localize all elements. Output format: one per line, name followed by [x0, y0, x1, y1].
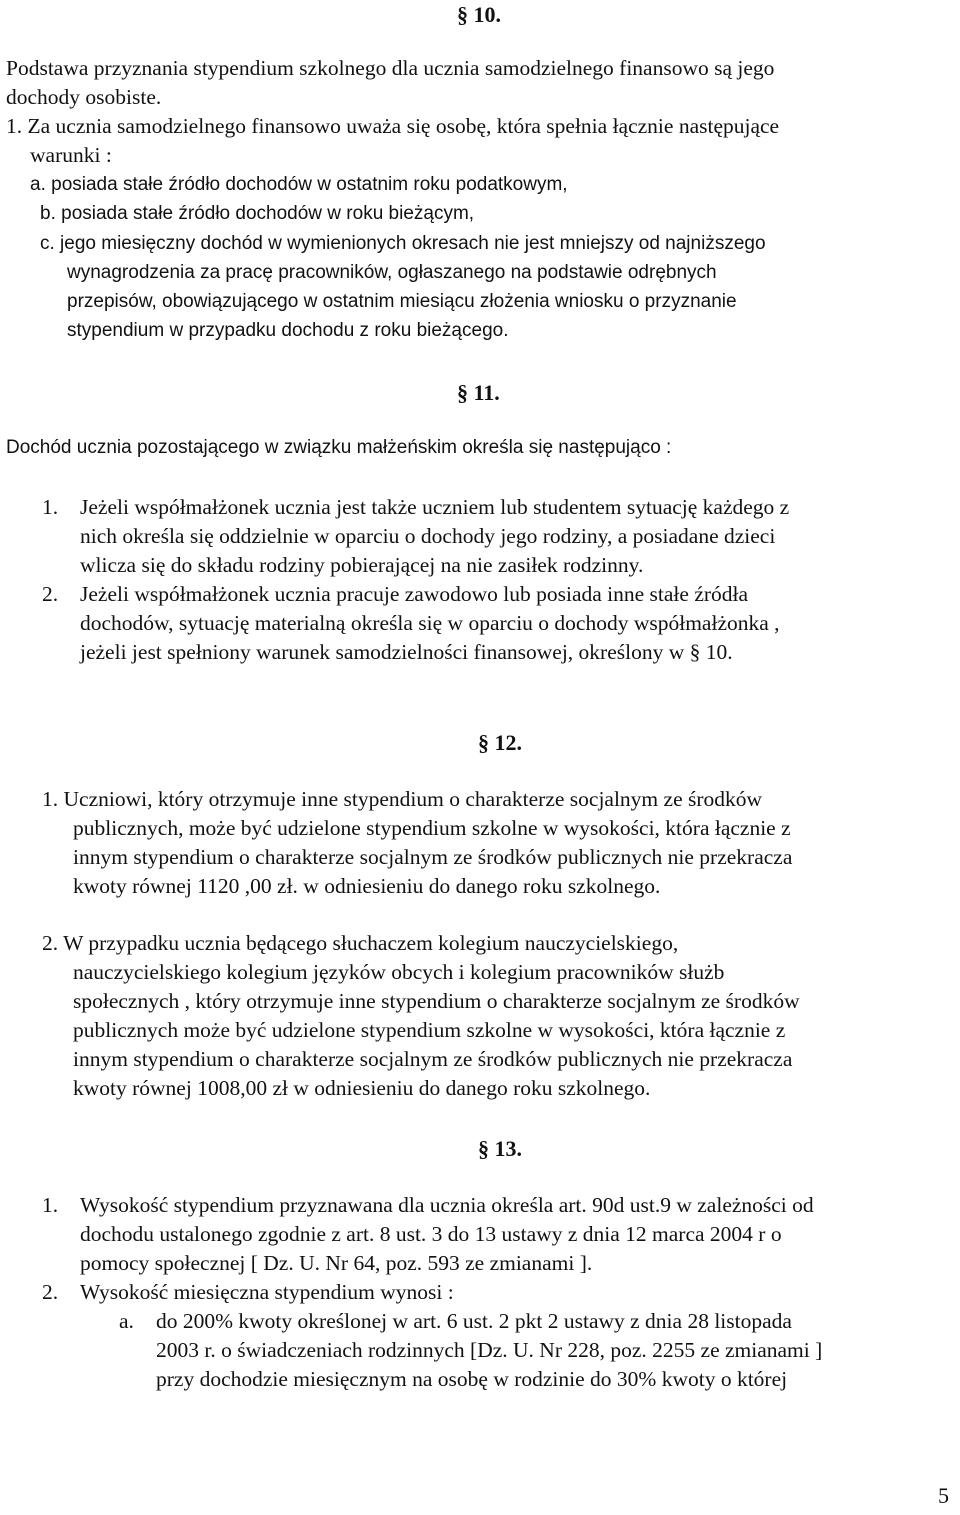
- s12-item-1-line-3: innym stypendium o charakterze socjalnym ze środków publicznych nie przekracza: [73, 845, 793, 869]
- s12-item-2-line-6: kwoty równej 1008,00 zł w odniesieniu do danego roku szkolnego.: [73, 1076, 651, 1100]
- s13-item-1-line-1: Wysokość stypendium przyznawana dla ucznia określa art. 90d ust.9 w zależności od: [80, 1193, 814, 1217]
- s13-item-2a-line-1: do 200% kwoty określonej w art. 6 ust. 2 pkt 2 ustawy z dnia 28 listopada: [156, 1309, 792, 1333]
- s13-item-2a-line-3: przy dochodzie miesięcznym na osobę w rodzinie do 30% kwoty o której: [156, 1367, 788, 1391]
- s12-item-1-line-1: 1. Uczniowi, który otrzymuje inne stypendium o charakterze socjalnym ze środków: [42, 787, 763, 811]
- s10-item-b: b. posiada stałe źródło dochodów w roku bieżącym,: [40, 203, 475, 224]
- section-13-heading: § 13.: [478, 1136, 522, 1161]
- s12-item-2-line-3: społecznych , który otrzymuje inne stypendium o charakterze socjalnym ze środków: [73, 989, 800, 1013]
- s11-item-2-line-2: dochodów, sytuację materialną określa się w oparciu o dochody współmałżonka ,: [80, 611, 780, 635]
- s13-item-2-line: Wysokość miesięczna stypendium wynosi :: [80, 1280, 454, 1304]
- s11-item-2-line-3: jeżeli jest spełniony warunek samodzielności finansowej, określony w § 10.: [80, 640, 733, 664]
- s13-item-1-line-2: dochodu ustalonego zgodnie z art. 8 ust. 3 do 13 ustawy z dnia 12 marca 2004 r o: [80, 1222, 782, 1246]
- s12-item-2-line-2: nauczycielskiego kolegium języków obcych i kolegium pracowników służb: [73, 960, 725, 984]
- section-12-heading: § 12.: [478, 730, 522, 755]
- s10-item-c-line-1: c. jego miesięczny dochód w wymienionych okresach nie jest mniejszy od najniższego: [40, 233, 766, 254]
- s12-item-1-line-2: publicznych, może być udzielone stypendium szkolne w wysokości, która łącznie z: [73, 816, 791, 840]
- s10-point-1-line-1: 1. Za ucznia samodzielnego finansowo uważa się osobę, która spełnia łącznie następujące: [6, 114, 780, 138]
- s13-item-2a-letter: a.: [119, 1309, 134, 1333]
- s12-item-2-line-4: publicznych może być udzielone stypendium szkolne w wysokości, która łącznie z: [73, 1018, 786, 1042]
- s10-point-1-line-2: warunki :: [30, 143, 112, 167]
- s11-item-2-number: 2.: [42, 582, 59, 606]
- s11-item-2-line-1: Jeżeli współmałżonek ucznia pracuje zawodowo lub posiada inne stałe źródła: [80, 582, 749, 606]
- s13-item-2-number: 2.: [42, 1280, 59, 1304]
- s10-item-c-line-4: stypendium w przypadku dochodu z roku bieżącego.: [67, 320, 509, 341]
- s10-intro-line-1: Podstawa przyznania stypendium szkolnego dla ucznia samodzielnego finansowo są jego: [6, 56, 775, 80]
- section-10-heading: § 10.: [457, 2, 501, 27]
- s13-item-2a-line-2: 2003 r. o świadczeniach rodzinnych [Dz. U. Nr 228, poz. 2255 ze zmianami ]: [156, 1338, 823, 1362]
- s11-item-1-number: 1.: [42, 495, 59, 519]
- s10-item-c-line-3: przepisów, obowiązującego w ostatnim miesiącu złożenia wniosku o przyznanie: [67, 291, 737, 312]
- s11-item-1-line-2: nich określa się oddzielnie w oparciu o dochody jego rodziny, a posiadane dzieci: [80, 524, 776, 548]
- s11-item-1-line-1: Jeżeli współmałżonek ucznia jest także uczniem lub studentem sytuację każdego z: [80, 495, 790, 519]
- s12-item-1-line-4: kwoty równej 1120 ,00 zł. w odniesieniu do danego roku szkolnego.: [73, 874, 661, 898]
- section-11-heading: § 11.: [457, 380, 500, 405]
- s13-item-1-number: 1.: [42, 1193, 59, 1217]
- s13-item-1-line-3: pomocy społecznej [ Dz. U. Nr 64, poz. 593 ze zmianami ].: [80, 1251, 593, 1275]
- page-number: 5: [938, 1483, 949, 1508]
- s12-item-2-line-5: innym stypendium o charakterze socjalnym ze środków publicznych nie przekracza: [73, 1047, 793, 1071]
- s11-item-1-line-3: wlicza się do składu rodziny pobierającej na nie zasiłek rodzinny.: [80, 553, 644, 577]
- s12-item-2-line-1: 2. W przypadku ucznia będącego słuchaczem kolegium nauczycielskiego,: [42, 931, 679, 955]
- s10-intro-line-2: dochody osobiste.: [6, 85, 162, 109]
- s10-item-c-line-2: wynagrodzenia za pracę pracowników, ogłaszanego na podstawie odrębnych: [67, 262, 717, 283]
- s11-intro: Dochód ucznia pozostającego w związku małżeńskim określa się następująco :: [6, 437, 672, 458]
- s10-item-a: a. posiada stałe źródło dochodów w ostatnim roku podatkowym,: [30, 174, 568, 195]
